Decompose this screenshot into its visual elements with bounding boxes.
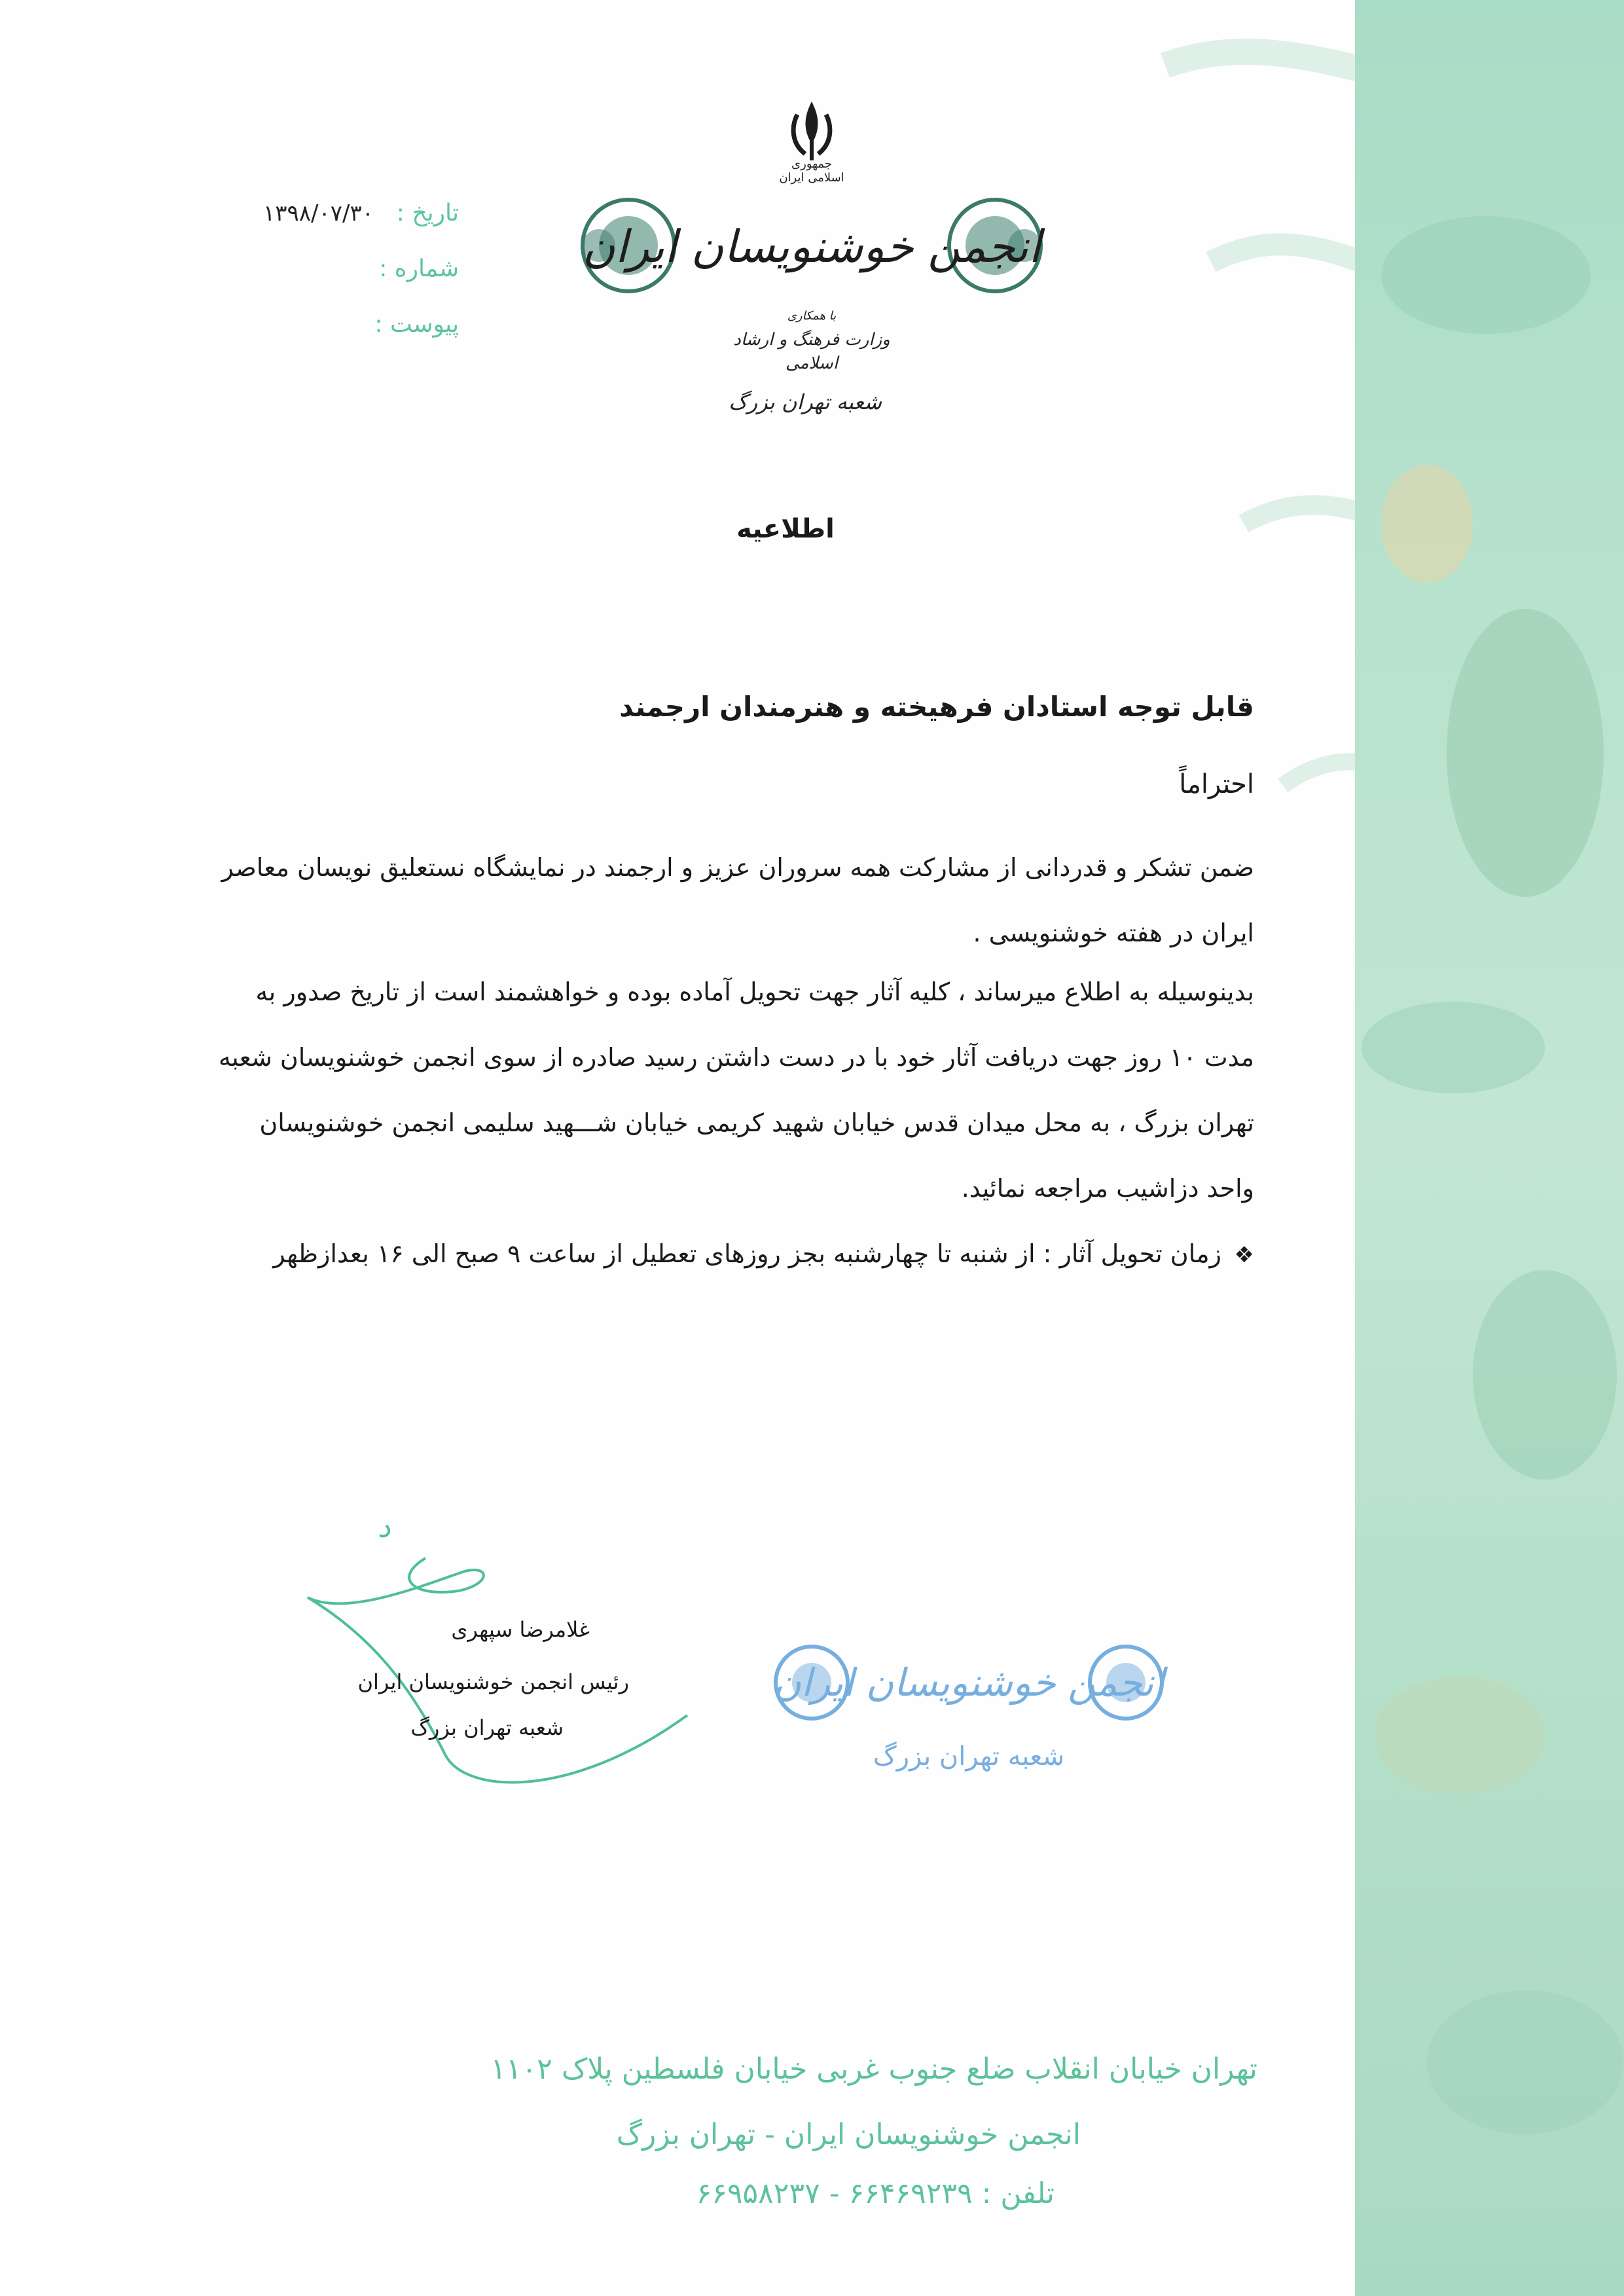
blue-stamp xyxy=(766,1624,1172,1735)
page-title: اطلاعیه xyxy=(736,514,835,544)
stamp-branch: شعبه تهران بزرگ xyxy=(873,1741,1065,1772)
signer-name: غلامرضا سپهری xyxy=(451,1617,590,1642)
four-diamond-bullet-icon: ❖ xyxy=(1234,1242,1254,1268)
signer-title: رئیس انجمن خوشنویسان ایران xyxy=(357,1669,629,1694)
delivery-time-item xyxy=(207,1221,1254,1288)
delivery-time-text: زمان تحویل آثار : از شنبه تا چهارشنبه بجز روزهای تعطیل از ساعت ۹ صبح الی ۱۶ بعدازظهر xyxy=(273,1239,1221,1268)
paragraph-notice: بدینوسیله به اطلاع میرساند ، کلیه آثار جهت تحویل آماده بوده و خواهشمند است از تاریخ صدور به مدت ۱۰ روز جهت دریافت آثار خود با در دست داشتن رسید صادره از سوی انجمن خوشنویسان شعبه تهران بزرگ ، به محل میدان قدس خیابان شهید کریمی خیابان شـــهید سلیمی انجمن خوشنویسان واحد دزاشیب مراجعه نمائید. xyxy=(218,977,1254,1203)
ministry-line1: با همکاری xyxy=(787,309,837,323)
branch-name: شعبه تهران بزرگ xyxy=(729,390,882,414)
association-logo xyxy=(573,187,1051,304)
signer-branch: شعبه تهران بزرگ xyxy=(410,1715,564,1740)
footer-phone: تلفن : ۶۶۴۶۹۲۳۹ - ۶۶۹۵۸۲۳۷ xyxy=(696,2177,1055,2210)
attachment-label: پیوست : xyxy=(374,311,459,338)
emblem-caption: جمهوری اسلامی ایران xyxy=(779,157,844,185)
salutation: احتراماً xyxy=(1179,769,1254,799)
ministry-block xyxy=(713,304,910,375)
footer-address: تهران خیابان انقلاب ضلع جنوب غربی خیابان فلسطین پلاک ۱۱۰۲ xyxy=(490,2052,1257,2086)
date-value: ۱۳۹۸/۰۷/۳۰ xyxy=(262,200,374,227)
number-label: شماره : xyxy=(379,255,459,282)
paragraph-thanks: ضمن تشکر و قدردانی از مشارکت همه سروران عزیز و ارجمند در نمایشگاه نستعلیق نویسان معاصر ایران در هفته خوشنویسی . xyxy=(221,853,1254,947)
stamp-logo-text: انجمن خوشنویسان ایران xyxy=(773,1660,1164,1705)
date-label: تاریخ : xyxy=(396,200,459,227)
addressee-line: قابل توجه استادان فرهیخته و هنرمندان ارجمند xyxy=(619,691,1254,723)
footer-org: انجمن خوشنویسان ایران - تهران بزرگ xyxy=(616,2118,1081,2151)
logo-text: انجمن خوشنویسان ایران xyxy=(582,221,1041,273)
leaf-pattern-icon xyxy=(1355,0,1624,2296)
decorative-side-band xyxy=(1355,0,1624,2296)
ministry-line2: وزارت فرهنگ و ارشاد اسلامی xyxy=(733,330,890,373)
